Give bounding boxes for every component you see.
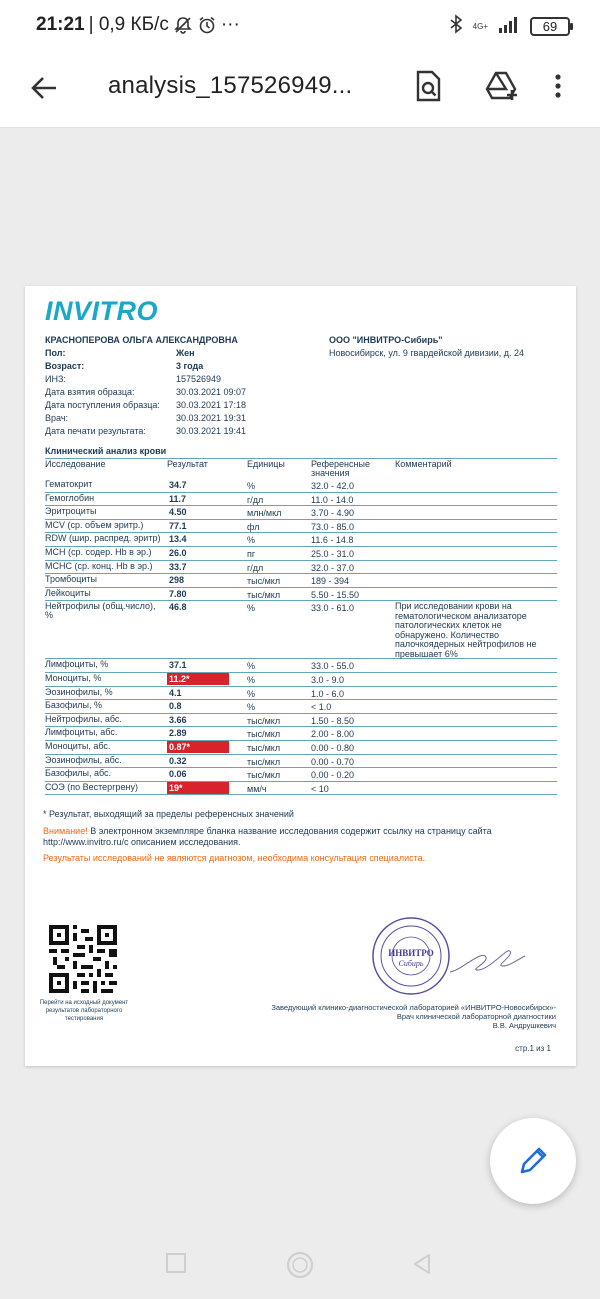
result-value: 33.7 — [169, 561, 187, 572]
info-row — [45, 426, 325, 439]
result-units: тыс/мкл — [247, 589, 281, 600]
result-value: 37.1 — [169, 660, 187, 671]
info-row — [45, 400, 325, 413]
result-units: % — [247, 661, 256, 672]
network-speed: | 0,9 КБ/с — [88, 14, 169, 35]
result-reference: 33.0 - 55.0 — [311, 661, 355, 672]
result-value: 3.66 — [169, 714, 187, 725]
result-value: 13.4 — [169, 534, 187, 545]
result-value: 2.89 — [169, 728, 187, 739]
network-type: 4G+ — [472, 22, 488, 31]
footnote: * Результат, выходящий за пределы референсных значений — [43, 809, 294, 819]
result-reference: 1.50 - 8.50 — [311, 715, 355, 726]
result-name: Лимфоциты, абс. — [45, 727, 118, 738]
app-bar — [0, 52, 600, 128]
info-value: 30.03.2021 09:07 — [176, 387, 247, 397]
recents-button[interactable] — [166, 1253, 186, 1273]
info-row — [45, 413, 325, 426]
signature-line-2: Врач клинической лабораторной диагностики — [396, 1012, 556, 1021]
dnd-icon — [173, 15, 193, 35]
attention-note — [43, 826, 492, 836]
result-value: 0.87* — [167, 741, 229, 753]
status-bar — [0, 0, 600, 52]
stamp-line-2: Сибирь — [398, 959, 424, 968]
table-row — [45, 659, 557, 673]
result-reference: 2.00 - 8.00 — [311, 729, 355, 740]
result-units: тыс/мкл — [247, 729, 281, 740]
info-value: Жен — [176, 348, 195, 358]
table-row — [45, 768, 557, 782]
add-to-drive-button[interactable] — [484, 68, 520, 104]
result-reference: 5.50 - 15.50 — [311, 589, 360, 600]
table-row — [45, 588, 557, 602]
header-name: Исследование — [45, 459, 106, 469]
result-reference: 1.0 - 6.0 — [311, 688, 345, 699]
result-units: тыс/мкл — [247, 770, 281, 781]
edit-fab-button[interactable] — [490, 1118, 576, 1204]
result-value: 11.2* — [167, 673, 229, 685]
result-reference: 32.0 - 37.0 — [311, 562, 355, 573]
info-row — [45, 374, 325, 387]
more-status-icon: ··· — [220, 14, 240, 35]
result-comment: При исследовании крови на гематологическом анализаторе патологических клеток не обнаружено. Количество палочкоядерных нейтрофилов не превышает 6% — [395, 601, 537, 659]
info-label: Врач: — [45, 413, 69, 423]
result-name: СОЭ (по Вестергрену) — [45, 781, 138, 792]
result-value: 11.7 — [169, 493, 187, 504]
result-value: 46.8 — [169, 602, 187, 613]
stamp-line-1: ИНВИТРО — [388, 948, 434, 958]
table-row — [45, 782, 557, 796]
result-name: Эозинофилы, % — [45, 686, 113, 697]
result-value: 34.7 — [169, 480, 187, 490]
lab-address: Новосибирск, ул. 9 гвардейской дивизии, д. 24 — [329, 348, 525, 358]
result-name: Эритроциты — [45, 506, 97, 517]
clock: 21:21 — [36, 14, 85, 35]
table-row — [45, 520, 557, 534]
table-row — [45, 493, 557, 507]
document-search-icon — [410, 68, 446, 104]
result-name: Лимфоциты, % — [45, 659, 109, 670]
attention-link[interactable]: http://www.invitro.ru/с описанием исследования. — [43, 837, 241, 847]
result-name: Базофилы, абс. — [45, 768, 112, 779]
result-value: 19* — [167, 782, 229, 794]
invitro-logo: INVITRO — [45, 296, 159, 326]
result-value: 7.80 — [169, 588, 187, 599]
lab-stamp-icon — [371, 916, 451, 996]
result-units: пг — [247, 549, 256, 559]
result-units: % — [247, 535, 256, 546]
table-row — [45, 714, 557, 728]
info-label: Дата взятия образца: — [45, 387, 135, 397]
result-units: фл — [247, 521, 260, 532]
battery-icon: 69 — [530, 17, 570, 36]
result-name: MCHC (ср. конц. Hb в эр.) — [45, 560, 153, 571]
result-value: 4.1 — [169, 687, 182, 698]
header-reference: Референсные значения — [311, 459, 370, 478]
info-label: Дата печати результата: — [45, 426, 146, 436]
info-value: 30.03.2021 17:18 — [176, 400, 247, 410]
result-units: % — [247, 481, 256, 491]
result-name: Лейкоциты — [45, 587, 91, 598]
info-value: 3 года — [176, 361, 204, 371]
result-units: % — [247, 688, 256, 699]
info-label: Возраст: — [45, 361, 85, 371]
result-name: MCH (ср. содер. Hb в эр.) — [45, 547, 152, 557]
navigation-bar — [0, 1230, 600, 1299]
result-name: Гемоглобин — [45, 492, 95, 503]
table-row — [45, 687, 557, 701]
status-left — [36, 14, 240, 36]
result-name: Эозинофилы, абс. — [45, 754, 122, 765]
result-value: 26.0 — [169, 548, 187, 558]
table-row — [45, 533, 557, 547]
back-nav-button[interactable] — [412, 1253, 432, 1275]
result-value: 77.1 — [169, 520, 187, 531]
alarm-icon — [197, 15, 217, 35]
signature-line-1: Заведующий клинико-диагностической лабораторией «ИНВИТРО-Новосибирск»- — [271, 1003, 556, 1012]
header-comment: Комментарий — [395, 459, 452, 469]
result-name: RDW (шир. распред. эритр) — [45, 533, 161, 544]
result-reference: 73.0 - 85.0 — [311, 521, 355, 532]
result-reference: 189 - 394 — [311, 576, 350, 587]
table-row — [45, 479, 557, 493]
info-row — [45, 361, 325, 374]
pencil-icon — [515, 1143, 551, 1179]
info-label: Пол: — [45, 348, 66, 358]
status-right — [449, 14, 570, 39]
result-name: Моноциты, абс. — [45, 741, 111, 751]
result-name: MCV (ср. объем эритр.) — [45, 519, 144, 530]
result-value: 0.32 — [169, 755, 187, 766]
signature-icon — [445, 942, 535, 982]
result-units: мм/ч — [247, 783, 267, 794]
table-header — [45, 458, 557, 477]
info-value: 30.03.2021 19:31 — [176, 413, 247, 423]
result-value: 0.8 — [169, 701, 182, 712]
bluetooth-icon — [449, 14, 463, 39]
result-name: Базофилы, % — [45, 700, 102, 711]
info-row — [45, 348, 325, 361]
signature-line-3: В.В. Андрушкевич — [492, 1021, 556, 1030]
result-value: 298 — [169, 575, 185, 586]
attention-text: В электронном экземпляре бланка название исследования содержит ссылку на страницу сайта — [87, 826, 492, 836]
result-name: Гематокрит — [45, 479, 93, 489]
more-vert-icon — [548, 68, 568, 104]
back-button[interactable] — [26, 70, 62, 106]
result-units: % — [247, 603, 256, 614]
result-value: 0.06 — [169, 769, 187, 780]
table-row — [45, 741, 557, 755]
attention-label: Внимание! — [43, 826, 88, 836]
table-row — [45, 755, 557, 769]
page-number: стр.1 из 1 — [515, 1044, 551, 1053]
result-reference: 32.0 - 42.0 — [311, 481, 355, 491]
result-units: г/дл — [247, 494, 264, 505]
info-row — [45, 387, 325, 400]
result-reference: 11.6 - 14.8 — [311, 535, 354, 546]
table-row — [45, 700, 557, 714]
result-reference: 3.70 - 4.90 — [311, 508, 355, 519]
drive-add-icon — [484, 68, 520, 104]
header-units: Единицы — [247, 459, 285, 469]
document-title: analysis_157526949... — [108, 72, 353, 99]
more-options-button[interactable] — [548, 68, 568, 104]
qr-caption: Перейти на исходный документ результатов лабораторного тестирования — [39, 1000, 129, 1022]
signal-icon — [498, 15, 520, 38]
result-reference: < 1.0 — [311, 702, 332, 713]
result-name: Моноциты, % — [45, 673, 102, 683]
result-units: млн/мкл — [247, 508, 282, 519]
result-reference: < 10 — [311, 783, 329, 794]
result-reference: 33.0 - 61.0 — [311, 603, 355, 614]
result-reference: 11.0 - 14.0 — [311, 494, 354, 505]
result-units: % — [247, 675, 256, 685]
result-units: тыс/мкл — [247, 715, 281, 726]
result-reference: 0.00 - 0.70 — [311, 756, 355, 767]
back-arrow-icon — [26, 70, 62, 106]
info-label: ИНЗ: — [45, 374, 66, 384]
table-row — [45, 561, 557, 575]
document-page[interactable] — [25, 286, 576, 1066]
table-row — [45, 601, 557, 659]
lab-name: ООО "ИНВИТРО-Сибирь" — [329, 335, 443, 345]
result-name: Нейтрофилы, абс. — [45, 713, 122, 724]
home-button[interactable] — [285, 1250, 315, 1280]
result-units: г/дл — [247, 562, 264, 573]
result-reference: 0.00 - 0.20 — [311, 770, 355, 781]
info-value: 30.03.2021 19:41 — [176, 426, 247, 436]
header-result: Результат — [167, 459, 208, 469]
result-units: тыс/мкл — [247, 743, 281, 753]
result-units: тыс/мкл — [247, 756, 281, 767]
result-reference: 25.0 - 31.0 — [311, 549, 355, 559]
result-name: Нейтрофилы (общ.число), % — [45, 601, 156, 621]
result-value: 4.50 — [169, 507, 187, 518]
result-reference: 0.00 - 0.80 — [311, 743, 355, 753]
info-value: 157526949 — [176, 374, 222, 384]
table-row — [45, 727, 557, 741]
disclaimer: Результаты исследований не являются диагнозом, необходима консультация специалиста. — [43, 853, 426, 863]
result-reference: 3.0 - 9.0 — [311, 675, 345, 685]
table-row — [45, 547, 557, 561]
result-name: Тромбоциты — [45, 574, 98, 585]
patient-name: КРАСНОПЕРОВА ОЛЬГА АЛЕКСАНДРОВНА — [45, 335, 238, 345]
info-label: Дата поступления образца: — [45, 400, 160, 410]
qr-code-icon[interactable] — [49, 925, 117, 993]
table-row — [45, 673, 557, 687]
table-row — [45, 506, 557, 520]
section-title: Клинический анализ крови — [45, 446, 167, 456]
search-in-document-button[interactable] — [410, 68, 446, 104]
table-row — [45, 574, 557, 588]
result-units: тыс/мкл — [247, 576, 281, 587]
result-units: % — [247, 702, 256, 713]
